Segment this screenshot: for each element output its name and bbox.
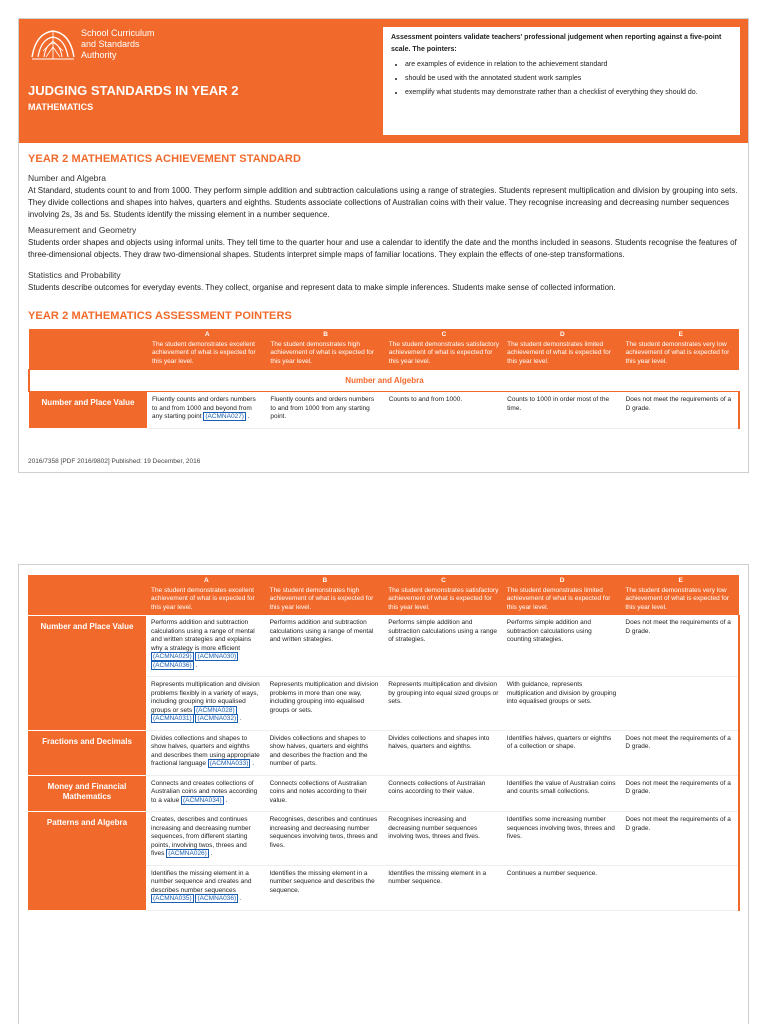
org-line-1: School Curriculum bbox=[81, 28, 155, 38]
pointer-cell bbox=[383, 775, 502, 812]
level-c-header bbox=[383, 575, 502, 615]
cell-text: Counts to 1000 in order most of the time. bbox=[507, 396, 610, 412]
pointer-cell bbox=[502, 812, 621, 866]
achievement-heading: YEAR 2 MATHEMATICS ACHIEVEMENT STANDARD bbox=[28, 153, 301, 165]
cell-text: Does not meet the requirements of a D grade. bbox=[625, 619, 731, 635]
table-row bbox=[28, 812, 739, 866]
cell-text: Performs simple addition and subtraction calculations using a range of strategies. bbox=[388, 619, 497, 643]
pointer-cell bbox=[383, 677, 502, 731]
table-row bbox=[28, 615, 739, 677]
cell-text: Represents multiplication and division problems flexibly in a variety of ways, including grouping into equalised groups or sets bbox=[151, 681, 260, 714]
cell-text: Fluently counts and orders numbers to and from 1000 and beyond from any starting point bbox=[152, 396, 256, 420]
level-letter: D bbox=[560, 331, 565, 338]
pointer-cell bbox=[502, 775, 621, 812]
publication-footer: 2016/7358 [PDF 2016/9802] Published: 19 December, 2016 bbox=[28, 458, 201, 465]
row-header: Fractions and Decimals bbox=[28, 730, 146, 775]
section-text: Students describe outcomes for everyday events. They collect, organise and represent data to make simple inferences. Students make sense of collected information. bbox=[28, 283, 616, 292]
info-bullet: • should be used with the annotated student work samples bbox=[405, 72, 732, 86]
level-a-header bbox=[147, 329, 265, 370]
cell-text: Recognises increasing and decreasing number sequences involving twos, threes and fives. bbox=[388, 816, 480, 840]
cell-text: Identifies the missing element in a number sequence. bbox=[388, 869, 487, 885]
subject-label: MATHEMATICS bbox=[28, 102, 94, 112]
table-row bbox=[28, 865, 739, 910]
cell-punctuation: . bbox=[223, 796, 228, 804]
level-b-header bbox=[265, 329, 383, 370]
cell-text: Identifies halves, quarters or eighths of a collection or shape. bbox=[506, 734, 612, 750]
corner-cell bbox=[28, 575, 146, 615]
org-line-3: Authority bbox=[81, 50, 117, 60]
level-letter: E bbox=[678, 331, 683, 338]
cell-text: Identifies some increasing number sequences involving twos, threes and fives. bbox=[506, 816, 615, 840]
pointers-heading: YEAR 2 MATHEMATICS ASSESSMENT POINTERS bbox=[28, 310, 292, 322]
row-header: Number and Place Value bbox=[29, 392, 147, 429]
cell-text: Recognises, describes and continues increasing and decreasing number sequences involving twos, threes and fives. bbox=[269, 816, 378, 849]
cell-text: Fluently counts and orders numbers to and from 1000 from any starting point. bbox=[270, 396, 375, 420]
level-e-header bbox=[620, 575, 739, 615]
level-e-header bbox=[621, 329, 739, 370]
level-desc: The student demonstrates very low achievement of what is expected for this year level. bbox=[625, 586, 730, 611]
pointer-cell bbox=[265, 677, 384, 731]
curriculum-code-link[interactable]: (ACMNA036) bbox=[153, 661, 192, 669]
cell-text: Does not meet the requirements of a D grade. bbox=[625, 779, 731, 795]
pointer-cell bbox=[502, 730, 621, 775]
section-text: Students order shapes and objects using informal units. They tell time to the quarter hour and use a calendar to identify the date and the months included in seasons. Students recognise the features of three-dimensional objects. They draw two-dimensional shapes. Students interpret simple maps of familiar locations. They explain the effects of one-step transformations. bbox=[28, 238, 737, 259]
level-desc: The student demonstrates satisfactory achievement of what is expected for this year level. bbox=[388, 340, 499, 365]
pointer-cell bbox=[620, 677, 739, 731]
level-letter: A bbox=[204, 331, 210, 338]
table-body bbox=[28, 615, 739, 910]
cell-text: Represents multiplication and division by grouping into equal sized groups or sets. bbox=[388, 681, 499, 705]
curriculum-code-link[interactable]: (ACMNA034) bbox=[183, 796, 222, 804]
standard-number-algebra bbox=[28, 172, 740, 221]
cell-text: Connects collections of Australian coins according to their value. bbox=[388, 779, 486, 795]
cell-punctuation: . bbox=[238, 715, 242, 722]
organisation-name bbox=[81, 28, 155, 61]
table-row bbox=[28, 775, 739, 812]
cell-text: Divides collections and shapes to show halves, quarters and eighths and describes them using appropriate fractional language bbox=[151, 734, 260, 767]
level-letter: D bbox=[559, 577, 565, 584]
info-bullets bbox=[391, 58, 732, 100]
level-desc: The student demonstrates high achievement of what is expected for this year level. bbox=[269, 586, 374, 611]
cell-text: Identifies the missing element in a number sequence and describes the sequence. bbox=[269, 869, 375, 894]
pointer-cell bbox=[620, 865, 739, 910]
cell-text: Does not meet the requirements of a D grade. bbox=[625, 396, 732, 412]
pointer-cell bbox=[620, 775, 739, 812]
row-header bbox=[28, 865, 146, 910]
cell-text: Performs simple addition and subtraction calculations using counting strategies. bbox=[506, 619, 592, 643]
corner-cell bbox=[29, 329, 147, 370]
scsa-logo-icon bbox=[28, 27, 78, 63]
cell-punctuation: . bbox=[238, 895, 242, 902]
cell-text: Does not meet the requirements of a D grade. bbox=[625, 734, 731, 750]
pointer-cell bbox=[146, 812, 265, 866]
pointer-cell bbox=[620, 812, 739, 866]
pointer-cell bbox=[621, 392, 739, 429]
cell-text: With guidance, represents multiplication and division by grouping into equalised groups or sets. bbox=[506, 681, 617, 705]
band-row bbox=[29, 370, 739, 392]
section-title: Number and Algebra bbox=[28, 173, 106, 183]
pointer-cell bbox=[620, 615, 739, 677]
cell-text: Does not meet the requirements of a D grade. bbox=[625, 816, 731, 832]
cell-text: Identifies the value of Australian coins and counts small collections. bbox=[506, 779, 616, 795]
cell-text: Connects and creates collections of Australian coins and notes according to a value bbox=[151, 779, 258, 804]
info-bullet: • are examples of evidence in relation to the achievement standard bbox=[405, 58, 732, 72]
level-desc: The student demonstrates limited achievement of what is expected for this year level. bbox=[506, 586, 611, 611]
cell-text: Creates, describes and continues increasing and decreasing number sequences, from different starting points, involving twos, threes and fives bbox=[151, 816, 251, 857]
level-d-header bbox=[502, 575, 621, 615]
document-page-1 bbox=[18, 18, 749, 473]
table-row bbox=[28, 730, 739, 775]
curriculum-code-link[interactable]: (ACMNA026) bbox=[168, 850, 207, 857]
pointer-cell bbox=[383, 730, 502, 775]
pointer-cell bbox=[383, 812, 502, 866]
table-row bbox=[29, 392, 739, 429]
row-header bbox=[28, 677, 146, 731]
cell-punctuation: . bbox=[208, 850, 213, 857]
cell-text: Performs addition and subtraction calculations using a range of mental and written strategies and explains why a strategy is more efficient bbox=[151, 619, 255, 652]
info-bullet: • exemplify what students may demonstrate rather than a checklist of everything they should do. bbox=[405, 86, 732, 100]
level-desc: The student demonstrates excellent achievement of what is expected for this year level. bbox=[151, 586, 255, 611]
pointer-cell bbox=[384, 392, 502, 429]
level-desc: The student demonstrates high achievement of what is expected for this year level. bbox=[270, 340, 375, 365]
level-letter: E bbox=[678, 577, 683, 584]
curriculum-code-link[interactable]: (ACMNA032) bbox=[197, 715, 237, 722]
pointer-cell bbox=[502, 865, 621, 910]
strand-band: Number and Algebra bbox=[29, 370, 739, 392]
cell-text: Connects collections of Australian coins and notes according to their value. bbox=[269, 779, 367, 804]
cell-punctuation: . bbox=[250, 760, 255, 767]
level-d-header bbox=[502, 329, 620, 370]
curriculum-code-link[interactable]: (ACMNA030) bbox=[197, 653, 237, 660]
cell-text: Represents multiplication and division problems in more than one way, including grouping into equalised groups or sets. bbox=[269, 681, 379, 714]
standard-statistics-probability bbox=[28, 269, 740, 294]
cell-text: Divides collections and shapes to show halves, quarters and eighths and describes the fraction and the number of parts. bbox=[269, 734, 369, 767]
pointer-cell bbox=[146, 775, 265, 812]
cell-text: Identifies the missing element in a number sequence and creates and describes number sequences bbox=[151, 869, 252, 894]
pointer-cell bbox=[502, 677, 621, 731]
curriculum-code-link[interactable]: (ACMNA029) bbox=[153, 653, 192, 660]
cell-text: Counts to and from 1000. bbox=[388, 396, 463, 403]
pointer-cell bbox=[265, 730, 384, 775]
curriculum-code-link[interactable]: (ACMNA033) bbox=[209, 760, 249, 767]
section-text: At Standard, students count to and from 1000. They perform simple addition and subtraction calculations using a range of strategies. Students represent multiplication and division by grouping into sets. They divide collections and shapes into halves, quarters and eighths. Students associate collections of Australian coins with their value. They recognise increasing and decreasing number sequences involving 2s, 3s and 5s. Students identify the missing element in a number sequence. bbox=[28, 186, 738, 219]
row-header: Patterns and Algebra bbox=[28, 812, 146, 866]
curriculum-code-link[interactable]: (ACMNA028) bbox=[196, 706, 235, 714]
pointer-cell bbox=[146, 730, 265, 775]
level-letter: C bbox=[441, 577, 446, 584]
info-intro: Assessment pointers validate teachers' professional judgement when reporting against a five-point scale. The pointers: bbox=[391, 34, 722, 53]
level-desc: The student demonstrates excellent achievement of what is expected for this year level. bbox=[152, 340, 256, 365]
cell-punctuation: . bbox=[193, 661, 198, 669]
levels-header-row bbox=[28, 575, 739, 615]
pointer-cell bbox=[265, 865, 384, 910]
level-letter: B bbox=[322, 577, 328, 584]
standard-measurement-geometry bbox=[28, 224, 740, 261]
pointer-cell bbox=[502, 392, 620, 429]
pointer-cell bbox=[146, 865, 265, 910]
row-header: Number and Place Value bbox=[28, 615, 146, 677]
document-title: JUDGING STANDARDS IN YEAR 2 bbox=[28, 83, 239, 98]
cell-text: Performs addition and subtraction calculations using a range of mental and written strategies. bbox=[269, 619, 374, 643]
level-letter: C bbox=[441, 331, 447, 338]
pointer-cell bbox=[383, 615, 502, 677]
level-b-header bbox=[265, 575, 384, 615]
pointer-cell bbox=[147, 392, 265, 429]
curriculum-code-link[interactable]: (ACMNA027) bbox=[205, 413, 244, 420]
curriculum-code-link[interactable]: (ACMNA035) bbox=[153, 895, 192, 902]
pointer-cell bbox=[620, 730, 739, 775]
pointer-cell bbox=[265, 812, 384, 866]
level-letter: B bbox=[323, 331, 328, 338]
curriculum-code-link[interactable]: (ACMNA036) bbox=[197, 895, 237, 902]
cell-punctuation: . bbox=[245, 413, 250, 420]
row-header: Money and Financial Mathematics bbox=[28, 775, 146, 812]
levels-header-row bbox=[29, 329, 739, 370]
pointer-cell bbox=[265, 392, 383, 429]
section-title: Measurement and Geometry bbox=[28, 225, 137, 235]
pointer-cell bbox=[146, 677, 265, 731]
level-desc: The student demonstrates limited achievement of what is expected for this year level. bbox=[507, 340, 611, 365]
pointer-cell bbox=[146, 615, 265, 677]
cell-text: Continues a number sequence. bbox=[506, 869, 598, 877]
table-row bbox=[28, 677, 739, 731]
level-a-header bbox=[146, 575, 265, 615]
level-desc: The student demonstrates very low achievement of what is expected for this year level. bbox=[625, 340, 730, 365]
cell-text: Divides collections and shapes into halves, quarters and eighths. bbox=[388, 734, 490, 750]
level-c-header bbox=[384, 329, 502, 370]
section-title: Statistics and Probability bbox=[28, 270, 121, 280]
pointer-cell bbox=[502, 615, 621, 677]
org-line-2: and Standards bbox=[81, 39, 140, 49]
curriculum-code-link[interactable]: (ACMNA031) bbox=[153, 715, 192, 722]
document-page-2 bbox=[18, 564, 749, 1024]
pointer-cell bbox=[265, 615, 384, 677]
level-desc: The student demonstrates satisfactory achievement of what is expected for this year level. bbox=[388, 586, 499, 611]
pointers-table bbox=[28, 329, 740, 429]
info-box bbox=[383, 27, 740, 135]
level-letter: A bbox=[203, 577, 209, 584]
pointer-cell bbox=[265, 775, 384, 812]
page-header bbox=[19, 19, 748, 143]
pointer-cell bbox=[383, 865, 502, 910]
pointers-table-continued bbox=[28, 575, 740, 911]
